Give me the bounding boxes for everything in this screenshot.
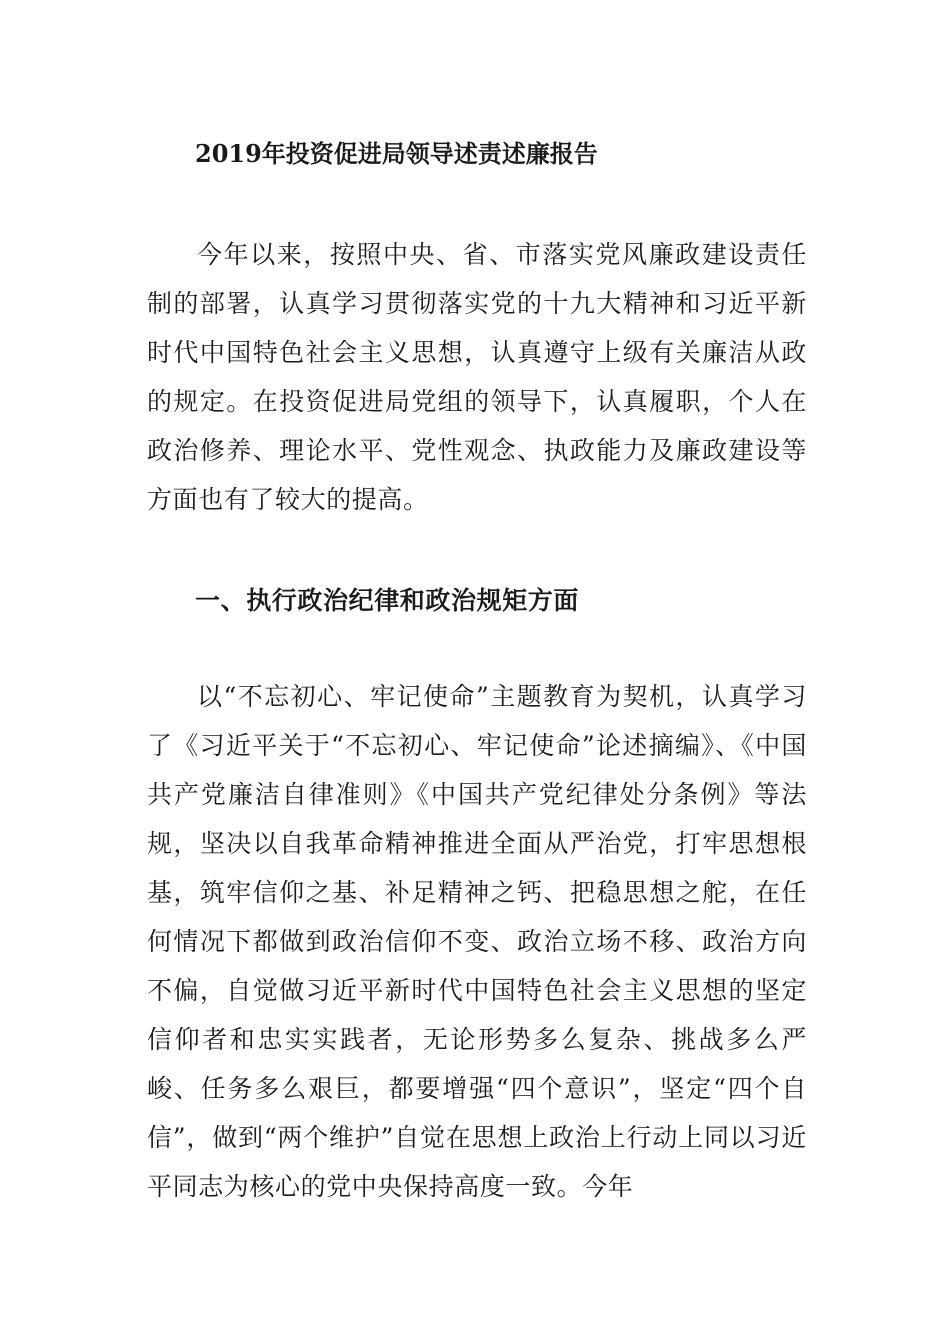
body-paragraph: 以“不忘初心、牢记使命”主题教育为契机，认真学习了《习近平关于“不忘初心、牢记使命”论述摘编》、《中国共产党廉洁自律准则》《中国共产党纪律处分条例》等法规，坚决以自我革命精神推进全面从严治党，打牢思想根基，筑牢信仰之基、补足精神之钙、把稳思想之舵，在任何情况下都做到政治信仰不变、政治立场不移、政治方向不偏，自觉做习近平新时代中国特色社会主义思想的坚定信仰者和忠实实践者，无论形势多么复杂、挑战多么严峻、任务多么艰巨，都要增强“四个意识”，坚定“四个自信”，做到“两个维护”自觉在思想上政治上行动上同以习近平同志为核心的党中央保持高度一致。今年 xyxy=(147,682,807,1201)
intro-paragraph: 今年以来，按照中央、省、市落实党风廉政建设责任制的部署，认真学习贯彻落实党的十九大精神和习近平新时代中国特色社会主义思想，认真遵守上级有关廉洁从政的规定。在投资促进局党组的领导下，认真履职，个人在政治修养、理论水平、党性观念、执政能力及廉政建设等方面也有了较大的提高。 xyxy=(147,240,807,514)
section-heading: 一、执行政治纪律和政治规矩方面 xyxy=(195,586,580,615)
document-title: 2019年投资促进局领导述责述廉报告 xyxy=(195,139,598,168)
